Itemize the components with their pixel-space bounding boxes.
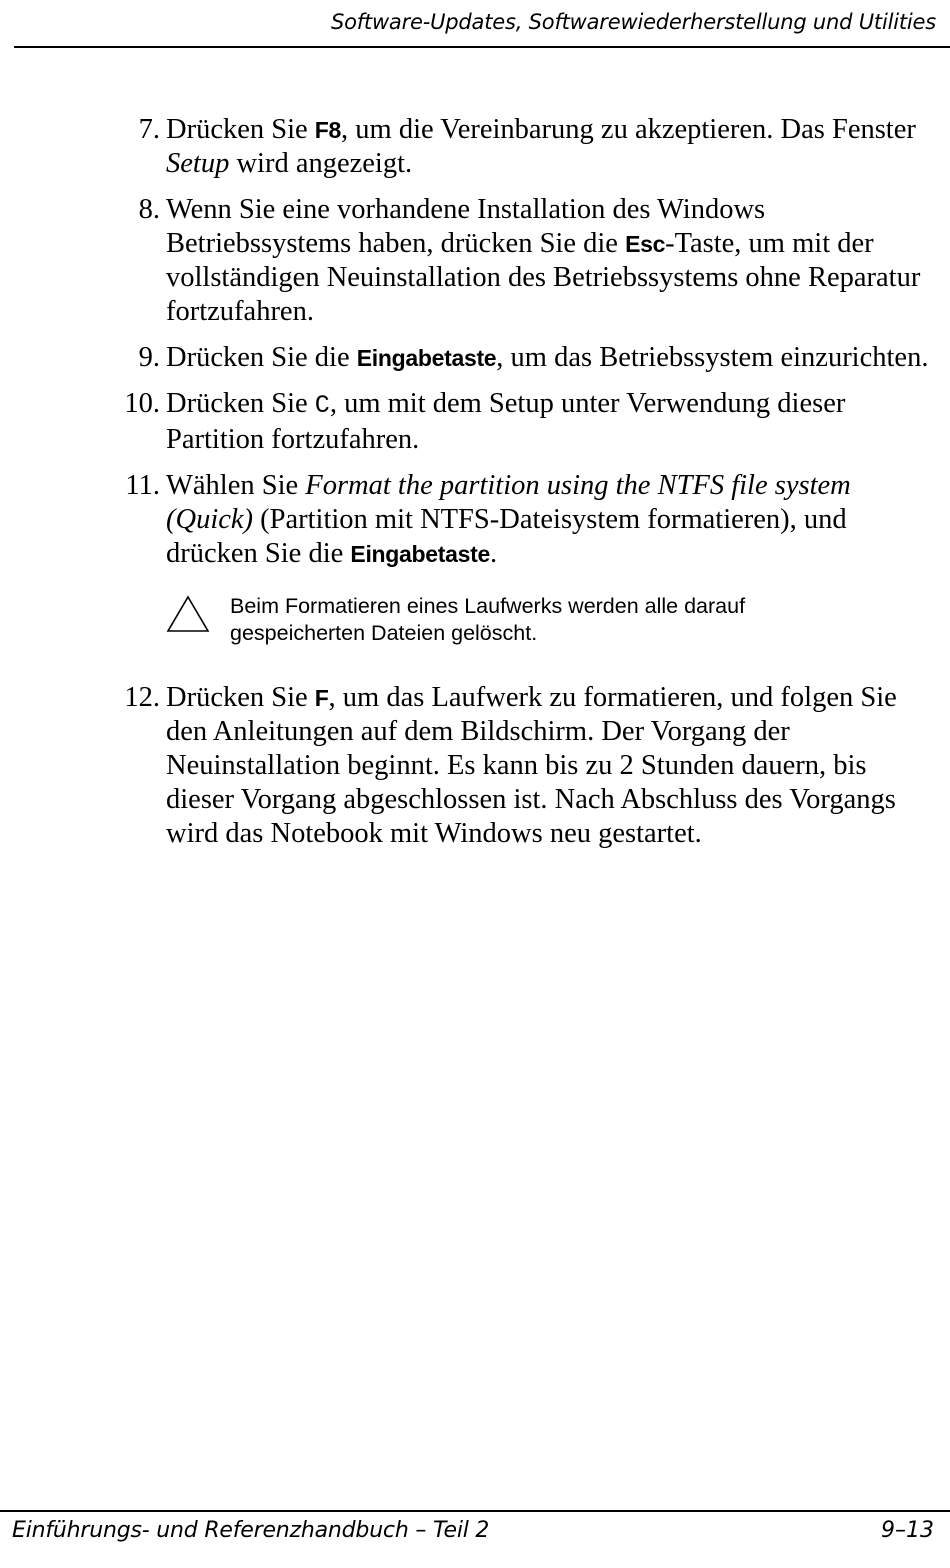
key-label: Eingabetaste [350, 541, 490, 567]
step-12 [0, 681, 950, 851]
key-label: C [314, 391, 330, 420]
step-number: 12. [124, 682, 160, 713]
step-8 [0, 193, 950, 329]
footer-rule [0, 1510, 950, 1512]
step-9 [0, 341, 950, 375]
caution-note [166, 593, 870, 647]
step-number: 9. [138, 342, 160, 373]
step-text: wird angezeigt. [229, 148, 413, 179]
ui-term: Setup [166, 148, 230, 179]
key-label: F [314, 685, 329, 711]
step-text: Drücken Sie [166, 388, 315, 419]
step-10 [0, 387, 950, 457]
step-text: , um mit dem Setup unter Verwendung dieser Partition fortzufahren. [166, 388, 846, 455]
page-number: 9–13 [881, 1518, 934, 1543]
step-number: 7. [138, 114, 160, 145]
step-7 [0, 113, 950, 181]
step-text: Drücken Sie die [166, 342, 357, 373]
ui-term: Format the partition using the NTFS file system (Quick) [166, 470, 851, 535]
step-number: 11. [125, 470, 160, 501]
step-text: Wenn Sie eine vorhandene Installation des Windows Betriebssystems haben, drücken Sie die [166, 194, 766, 259]
step-text: , um die Vereinbarung zu akzeptieren. Das Fenster [341, 114, 916, 145]
running-header: Software-Updates, Softwarewiederherstellung und Utilities [330, 10, 936, 34]
key-label: Esc [625, 231, 666, 257]
step-number: 10. [124, 388, 160, 419]
step-11 [0, 469, 950, 571]
step-text: (Partition mit NTFS-Dateisystem formatieren), und drücken Sie die [166, 504, 847, 569]
header-rule [14, 46, 950, 48]
caution-text: Beim Formatieren eines Laufwerks werden alle darauf gespeicherten Dateien gelöscht. [230, 594, 746, 645]
page-content [0, 113, 950, 863]
key-label: F8 [314, 117, 342, 143]
key-label: Eingabetaste [356, 345, 497, 371]
step-text: Drücken Sie [166, 114, 315, 145]
step-number: 8. [138, 194, 160, 225]
footer-title: Einführungs- und Referenzhandbuch – Teil 2 [12, 1518, 490, 1543]
step-text: , um das Betriebssystem einzurichten. [496, 342, 929, 373]
step-text: Drücken Sie [166, 682, 315, 713]
step-text: . [489, 538, 498, 569]
step-text: Wählen Sie [166, 470, 306, 501]
step-text: , um das Laufwerk zu formatieren, und folgen Sie den Anleitungen auf dem Bildschirm. Der Vorgang der Neuinstallation beginnt. Es kann bis zu 2 Stunden dauern, bis dieser Vorgang abgeschlossen ist. Nach Abschluss des Vorgangs wird das Notebook mit Windows neu gestartet. [166, 682, 897, 849]
step-text: -Taste, um mit der vollständigen Neuinstallation des Betriebssystems ohne Reparatur fortzufahren. [166, 228, 921, 327]
caution-triangle-icon [166, 595, 210, 633]
